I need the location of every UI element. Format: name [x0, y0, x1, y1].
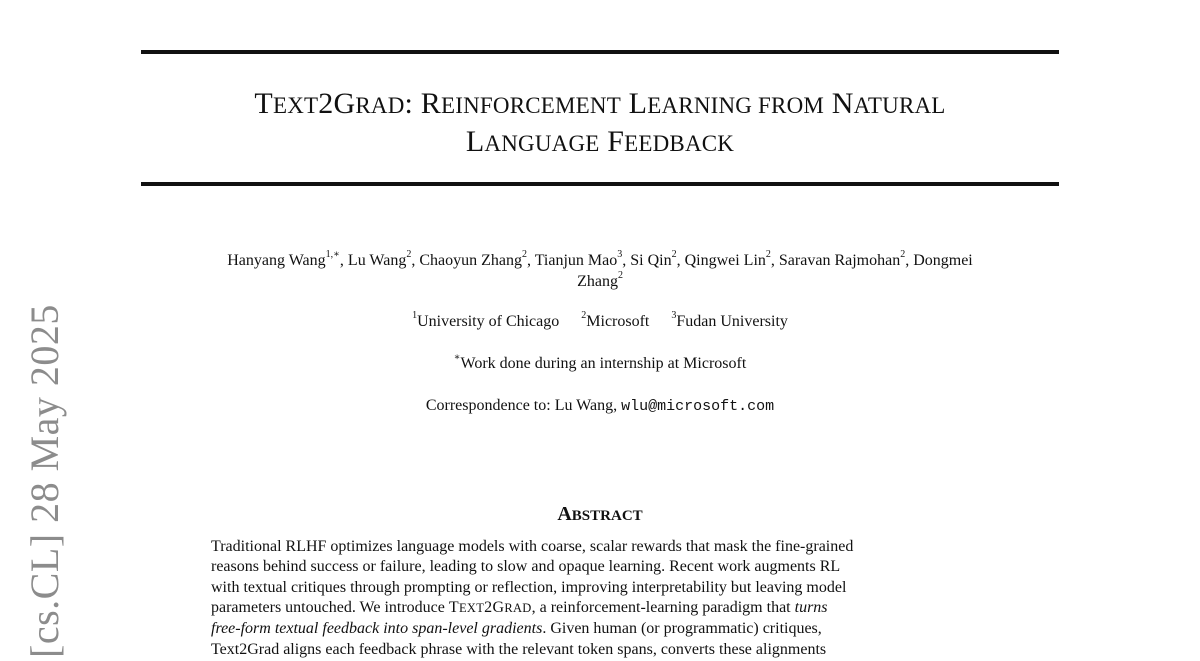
author-list-continued [141, 269, 1059, 292]
title-word: TEXT [254, 87, 319, 120]
paper-title-line-1 [141, 85, 1059, 125]
author: , Si Qin$^2$ [622, 248, 677, 269]
title-word: LEARNING FROM [620, 87, 825, 120]
abstract-heading: ABSTRACT [557, 503, 643, 525]
abstract-line: parameters untouched. We introduce TEXT2GRAD, a reinforcement-learning paradigm that turns [211, 599, 828, 616]
abstract-line: Traditional RLHF optimizes language models with coarse, scalar rewards that mask the fine-grained [211, 538, 854, 555]
affiliation: $^2$Microsoft [581, 309, 650, 330]
author: , Tianjun Mao$^3$ [526, 248, 623, 269]
author: , Qingwei Lin$^2$ [676, 248, 771, 269]
email-link[interactable]: wlu@microsoft.com [621, 398, 775, 415]
title-word: FEEDBACK [599, 125, 735, 158]
author: , Dongmei [905, 252, 973, 269]
affiliation: $^1$University of Chicago [412, 309, 560, 330]
abstract-line: reasons behind success or failure, leading to slow and opaque learning. Recent work augments RL [211, 558, 841, 575]
internship-footnote: ∗Work done during an internship at Microsoft [453, 351, 747, 372]
author-list [141, 248, 1059, 271]
title-bottom-rule [141, 182, 1059, 186]
abstract-line: with textual critiques through prompting or reflection, improving interpretability but leaving model [211, 579, 847, 596]
author: , Chaoyun Zhang$^2$ [411, 248, 527, 269]
correspondence: Correspondence to: Lu Wang, wlu@microsoft.com [425, 397, 775, 415]
abstract-line: free-form textual feedback into span-level gradients. Given human (or programmatic) critiques, [211, 620, 822, 637]
title-top-rule [141, 50, 1059, 54]
title-word: LANGUAGE [465, 125, 600, 158]
method-name: TEXT2GRAD [448, 599, 532, 616]
title-word: : REINFORCEMENT [404, 87, 621, 120]
author: Hanyang Wang$^{1,∗}$ [227, 248, 340, 269]
paper-title-line-2 [141, 123, 1059, 163]
title-word: NATURAL [824, 87, 946, 120]
title-word: 2GRAD [318, 87, 405, 120]
arxiv-side-stamp: [cs.CL] 28 May 2025 [22, 304, 67, 658]
author: , Saravan Rajmohan$^2$ [770, 248, 906, 269]
author: Zhang$^2$ [577, 269, 623, 290]
abstract-line: Text2Grad aligns each feedback phrase with the relevant token spans, converts these alignments [211, 641, 827, 658]
affiliation: $^3$Fudan University [671, 309, 788, 330]
author: , Lu Wang$^2$ [339, 248, 412, 269]
affiliations [141, 309, 1059, 332]
